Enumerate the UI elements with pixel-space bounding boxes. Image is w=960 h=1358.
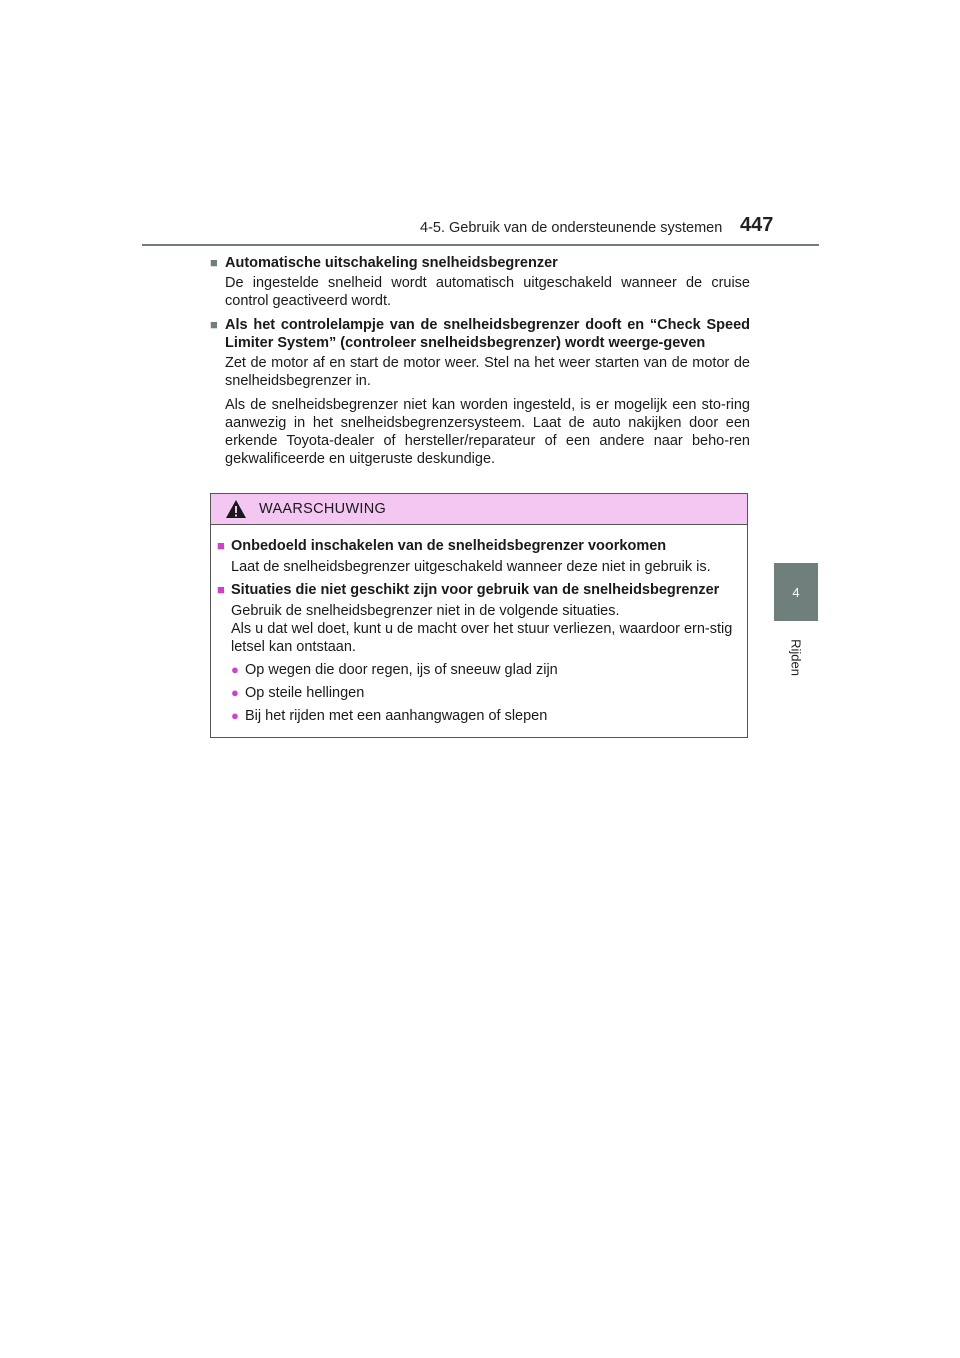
warning-body (211, 525, 747, 725)
main-content (210, 254, 750, 474)
warning-bullet (231, 661, 743, 679)
warning-item-heading (217, 581, 743, 599)
warning-title: WAARSCHUWING (259, 501, 387, 517)
warning-box (210, 493, 748, 738)
warning-item-text (231, 602, 743, 656)
page-header-title: 4-5. Gebruik van de ondersteunende systemen (420, 220, 723, 236)
header-rule (142, 244, 819, 246)
chapter-label: Rijden (788, 639, 804, 676)
warning-text-line: Gebruik de snelheidsbegrenzer niet in de volgende situaties. (231, 603, 620, 619)
warning-header (211, 494, 747, 525)
square-bullet-icon: ■ (217, 582, 225, 597)
warning-text-line: Als u dat wel doet, kunt u de macht over het stuur verliezen, waardoor ern-stig letsel kan ontstaan. (231, 621, 733, 655)
paragraph: Als de snelheidsbegrenzer niet kan worden ingesteld, is er mogelijk een sto-ring aanwezig in het snelheidsbegrenzersysteem. Laat de auto nakijken door een erkende Toyota-dealer of hersteller/reparateur of een andere naar beho-ren gekwalificeerde en uitgeruste deskundige. (225, 397, 750, 467)
circle-bullet-icon: ● (231, 708, 239, 723)
paragraph: De ingestelde snelheid wordt automatisch uitgeschakeld wanneer de cruise control geactiveerd wordt. (225, 275, 750, 309)
section-heading (210, 254, 750, 272)
warning-item-heading-text: Situaties die niet geschikt zijn voor gebruik van de snelheidsbegrenzer (231, 582, 720, 598)
square-bullet-icon: ■ (210, 255, 218, 270)
section-indicator-off (210, 316, 750, 468)
bullet-text: Op wegen die door regen, ijs of sneeuw glad zijn (245, 662, 558, 678)
circle-bullet-icon: ● (231, 685, 239, 700)
warning-bullet (231, 707, 743, 725)
chapter-tab[interactable]: 4 (774, 563, 818, 621)
warning-item-text: Laat de snelheidsbegrenzer uitgeschakeld wanneer deze niet in gebruik is. (231, 559, 711, 575)
bullet-text: Bij het rijden met een aanhangwagen of slepen (245, 708, 548, 724)
warning-item-heading (217, 537, 743, 555)
paragraph: Zet de motor af en start de motor weer. Stel na het weer starten van de motor de snelheidsbegrenzer in. (225, 355, 750, 389)
warning-bullet (231, 684, 743, 702)
section-heading-text: Automatische uitschakeling snelheidsbegrenzer (225, 255, 558, 271)
warning-triangle-icon (225, 499, 247, 519)
bullet-text: Op steile hellingen (245, 685, 365, 701)
section-heading (210, 316, 750, 352)
square-bullet-icon: ■ (210, 317, 218, 332)
square-bullet-icon: ■ (217, 538, 225, 553)
section-heading-text: Als het controlelampje van de snelheidsbegrenzer dooft en “Check Speed Limiter System” (controleer snelheidsbegrenzer) wordt weerge-geven (225, 317, 750, 351)
circle-bullet-icon: ● (231, 662, 239, 677)
warning-item-heading-text: Onbedoeld inschakelen van de snelheidsbegrenzer voorkomen (231, 538, 667, 554)
section-auto-disable (210, 254, 750, 310)
page-number: 447 (740, 214, 774, 236)
